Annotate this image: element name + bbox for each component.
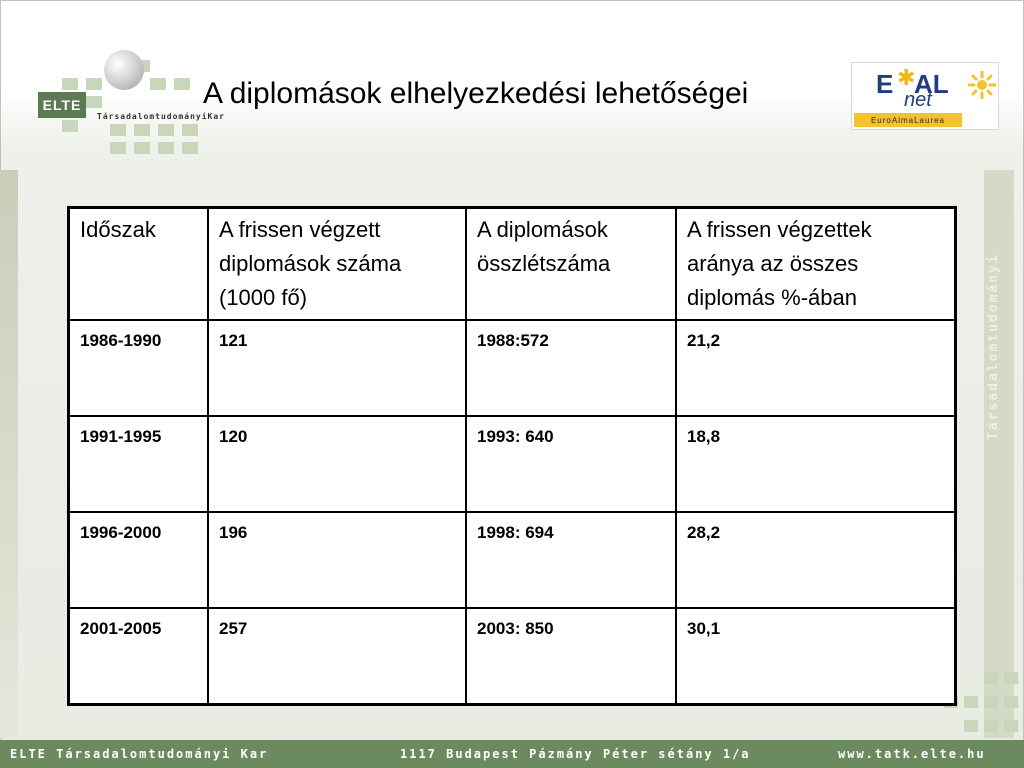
table-cell: 28,2 xyxy=(676,512,956,608)
side-vertical-text: Társadalomtudományi xyxy=(986,253,1001,440)
table-cell: 18,8 xyxy=(676,416,956,512)
table-header-cell: A frissen végzett diplomások száma (1000 fő) xyxy=(208,208,466,321)
ealnet-logo xyxy=(851,62,999,130)
faculty-subtitle: TársadalomtudományiKar xyxy=(97,112,225,121)
footer-bar xyxy=(0,740,1024,768)
ealnet-logo-e: E xyxy=(876,69,894,99)
sphere-logo-graphic xyxy=(104,50,144,90)
table-header-cell: A diplomások összlétszáma xyxy=(466,208,676,321)
table-cell: 1993: 640 xyxy=(466,416,676,512)
table-row xyxy=(69,416,956,512)
footer-website: www.tatk.elte.hu xyxy=(838,747,986,761)
table-row xyxy=(69,608,956,705)
star-icon: ✱ xyxy=(897,65,916,90)
table-cell: 257 xyxy=(208,608,466,705)
data-table xyxy=(67,206,957,706)
table-cell: 30,1 xyxy=(676,608,956,705)
table-cell: 1986-1990 xyxy=(69,320,209,416)
table-header-row xyxy=(69,208,956,321)
footer-address: 1117 Budapest Pázmány Péter sétány 1/a xyxy=(400,747,751,761)
table-cell: 21,2 xyxy=(676,320,956,416)
table-cell: 1996-2000 xyxy=(69,512,209,608)
footer-faculty: ELTE Társadalomtudományi Kar xyxy=(10,747,269,761)
table-cell: 121 xyxy=(208,320,466,416)
elte-logo: ELTE xyxy=(38,92,86,118)
table-row xyxy=(69,320,956,416)
slide-title: A diplomások elhelyezkedési lehetőségei xyxy=(203,77,749,110)
left-decor-strip xyxy=(0,170,18,738)
table-cell: 2003: 850 xyxy=(466,608,676,705)
table-cell: 120 xyxy=(208,416,466,512)
table-cell: 1991-1995 xyxy=(69,416,209,512)
table-header-cell: Időszak xyxy=(69,208,209,321)
table-row xyxy=(69,512,956,608)
ealnet-logo-al: AL xyxy=(914,69,949,99)
sun-icon xyxy=(968,71,996,99)
ealnet-logo-net: net xyxy=(904,89,932,111)
slide-border-top xyxy=(0,0,1024,1)
table-cell: 2001-2005 xyxy=(69,608,209,705)
table-cell: 1988:572 xyxy=(466,320,676,416)
table-header-cell: A frissen végzettek aránya az összes diplomás %-ában xyxy=(676,208,956,321)
table-cell: 1998: 694 xyxy=(466,512,676,608)
ealnet-tagline: EuroAlmaLaurea xyxy=(854,113,962,127)
table-cell: 196 xyxy=(208,512,466,608)
